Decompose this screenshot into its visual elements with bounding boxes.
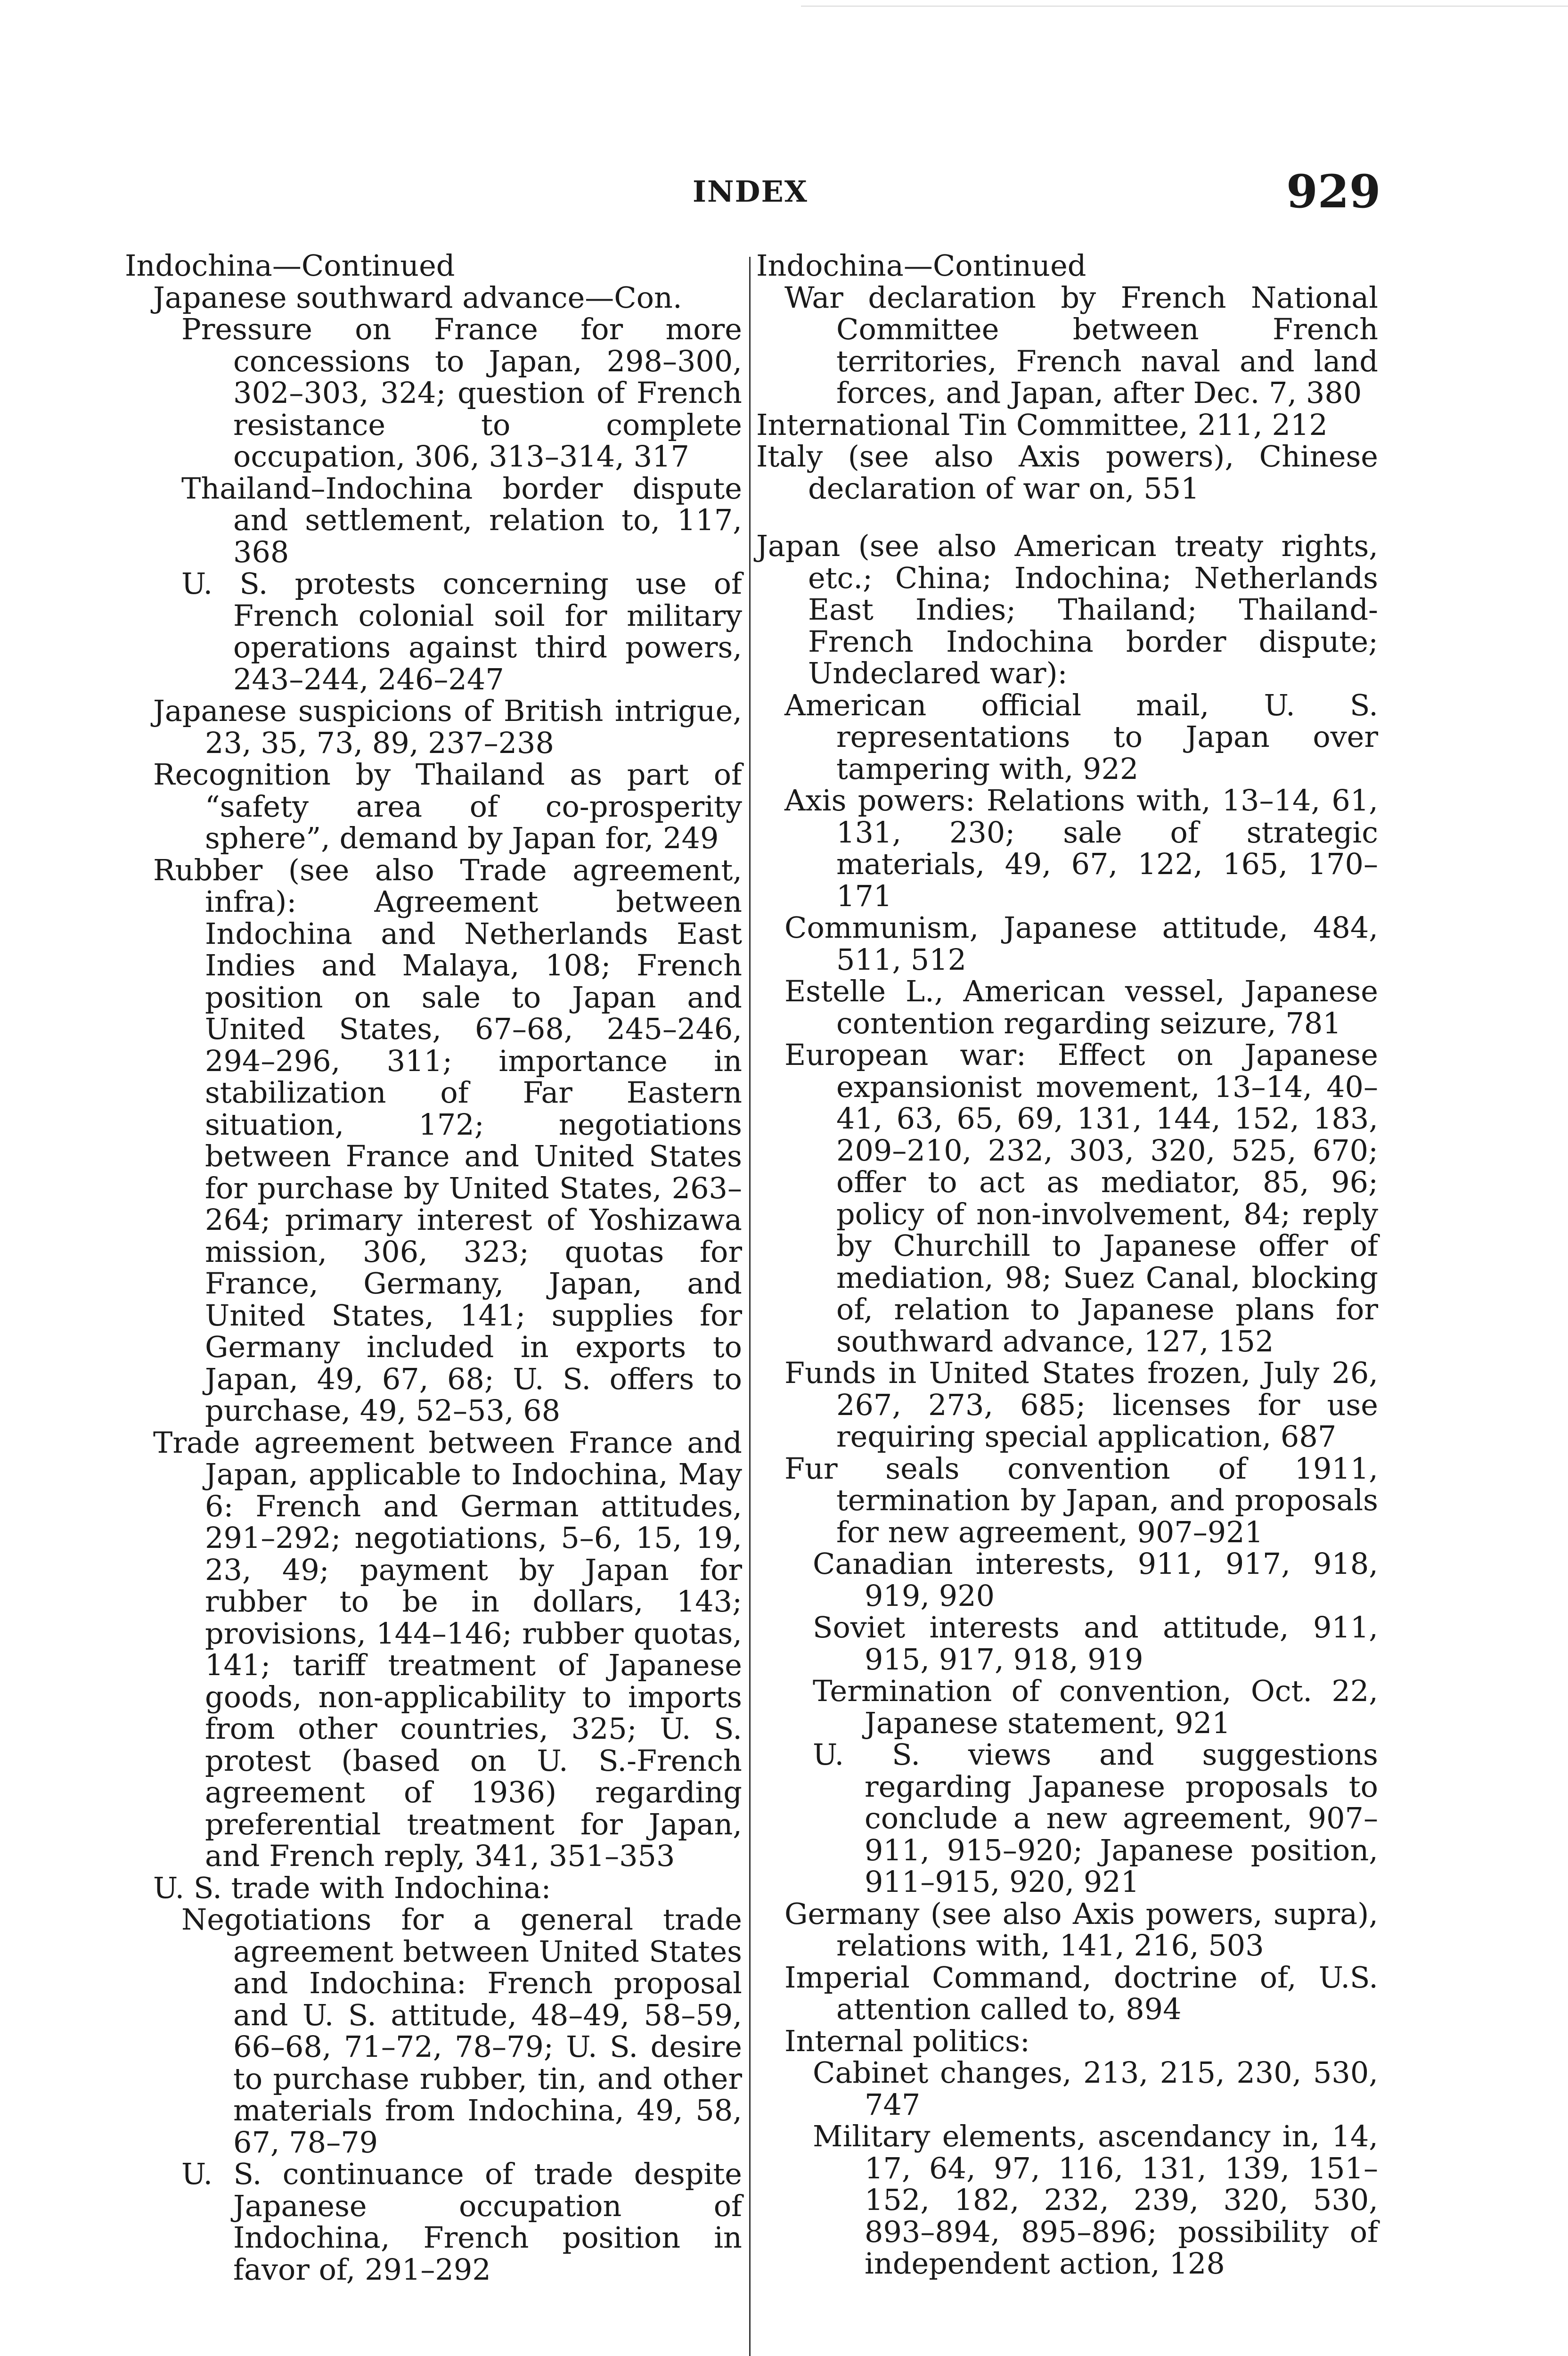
index-entry: Military elements, ascendancy in, 14, 17, 64, 97, 116, 131, 139, 151–152, 182, 232, 239, 320, 530, 893–894, 895–896; possibility of independent action, 128 [813, 2119, 1378, 2281]
index-column-left [125, 250, 742, 2285]
index-entry: Soviet interests and attitude, 911, 915, 917, 918, 919 [813, 1610, 1378, 1677]
index-entry: Germany (see also Axis powers, supra), relations with, 141, 216, 503 [784, 1896, 1378, 1963]
index-entry: Termination of convention, Oct. 22, Japanese statement, 921 [813, 1674, 1378, 1740]
index-entry: Fur seals convention of 1911, termination by Japan, and proposals for new agreement, 907–921 [784, 1451, 1378, 1549]
index-entry: Imperial Command, doctrine of, U.S. attention called to, 894 [784, 1960, 1378, 2026]
index-entry: Japan (see also American treaty rights, etc.; China; Indochina; Netherlands East Indies; Thailand; Thailand-French Indochina border dispute; Undeclared war): [756, 529, 1378, 690]
index-entry: Funds in United States frozen, July 26, 267, 273, 685; licenses for use requiring special application, 687 [784, 1356, 1378, 1454]
index-entry: Rubber (see also Trade agreement, infra): Agreement between Indochina and Netherlands East Indies and Malaya, 108; French position on sale to Japan and United States, 67–68, 245–246, 294–296, 311; importance in stabilization of Far Eastern situation, 172; negotiations between France and United States for purchase by United States, 263–264; primary interest of Yoshizawa mission, 306, 323; quotas for France, Germany, Japan, and United States, 141; supplies for Germany included in exports to Japan, 49, 67, 68; U. S. offers to purchase, 49, 52–53, 68 [153, 852, 742, 1428]
index-entry: Pressure on France for more concessions to Japan, 298–300, 302–303, 324; question of French resistance to complete occupation, 306, 313–314, 317 [181, 312, 742, 474]
index-entry: Axis powers: Relations with, 13–14, 61, 131, 230; sale of strategic materials, 49, 67, 122, 165, 170–171 [784, 783, 1378, 913]
index-entry: Recognition by Thailand as part of “safety area of co-prosperity sphere”, demand by Japan for, 249 [153, 757, 742, 855]
index-entry: Indochina—Continued [756, 248, 1086, 283]
index-entry: Communism, Japanese attitude, 484, 511, 512 [784, 910, 1378, 977]
index-entry: Japanese suspicions of British intrigue, 23, 35, 73, 89, 237–238 [153, 694, 742, 760]
index-entry: Cabinet changes, 213, 215, 230, 530, 747 [813, 2055, 1378, 2122]
index-entry: U. S. protests concerning use of French colonial soil for military operations against third powers, 243–244, 246–247 [181, 566, 742, 696]
index-entry: Italy (see also Axis powers), Chinese declaration of war on, 551 [756, 439, 1378, 506]
index-entry: European war: Effect on Japanese expansionist movement, 13–14, 40–41, 63, 65, 69, 131, 144, 152, 183, 209–210, 232, 303, 320, 525, 670; offer to act as mediator, 85, 96; policy of non-involvement, 84; reply by Churchill to Japanese offer of mediation, 98; Suez Canal, blocking of, relation to Japanese plans for southward advance, 127, 152 [784, 1038, 1378, 1358]
index-entry: U. S. continuance of trade despite Japanese occupation of Indochina, French position in favor of, 291–292 [181, 2157, 742, 2287]
top-edge-rule [801, 6, 1568, 7]
index-entry: Japanese southward advance—Con. [153, 280, 682, 315]
index-entry: International Tin Committee, 211, 212 [756, 407, 1328, 442]
page-number: 929 [1286, 165, 1381, 218]
index-column-right [756, 250, 1378, 2280]
index-entry: U. S. trade with Indochina: [153, 1870, 551, 1905]
index-entry: American official mail, U. S. representations to Japan over tampering with, 922 [784, 687, 1378, 786]
column-divider [749, 257, 751, 2356]
index-entry: Negotiations for a general trade agreement between United States and Indochina: French proposal and U. S. attitude, 48–49, 58–59, 66–68, 71–72, 78–79; U. S. desire to purchase rubber, tin, and other materials from Indochina, 49, 58, 67, 78–79 [181, 1902, 742, 2160]
index-entry: U. S. views and suggestions regarding Japanese proposals to conclude a new agreement, 907–911, 915–920; Japanese position, 911–915, 920, 921 [813, 1737, 1378, 1899]
index-entry: Trade agreement between France and Japan, applicable to Indochina, May 6: French and German attitudes, 291–292; negotiations, 5–6, 15, 19, 23, 49; payment by Japan for rubber to be in dollars, 143; provisions, 144–146; rubber quotas, 141; tariff treatment of Japanese goods, non-applicability to imports from other countries, 325; U. S. protest (based on U. S.-French agreement of 1936) regarding preferential treatment for Japan, and French reply, 341, 351–353 [153, 1425, 742, 1873]
index-entry: Estelle L., American vessel, Japanese contention regarding seizure, 781 [784, 974, 1378, 1040]
index-entry: Indochina—Continued [125, 248, 455, 283]
running-title: INDEX [693, 174, 808, 209]
index-entry: Internal politics: [784, 2023, 1030, 2058]
page-header [0, 165, 1568, 221]
index-entry: War declaration by French National Committee between French territories, French naval and land forces, and Japan, after Dec. 7, 380 [784, 280, 1378, 410]
index-entry: Thailand–Indochina border dispute and settlement, relation to, 117, 368 [181, 471, 742, 569]
index-entry: Canadian interests, 911, 917, 918, 919, 920 [813, 1546, 1378, 1613]
